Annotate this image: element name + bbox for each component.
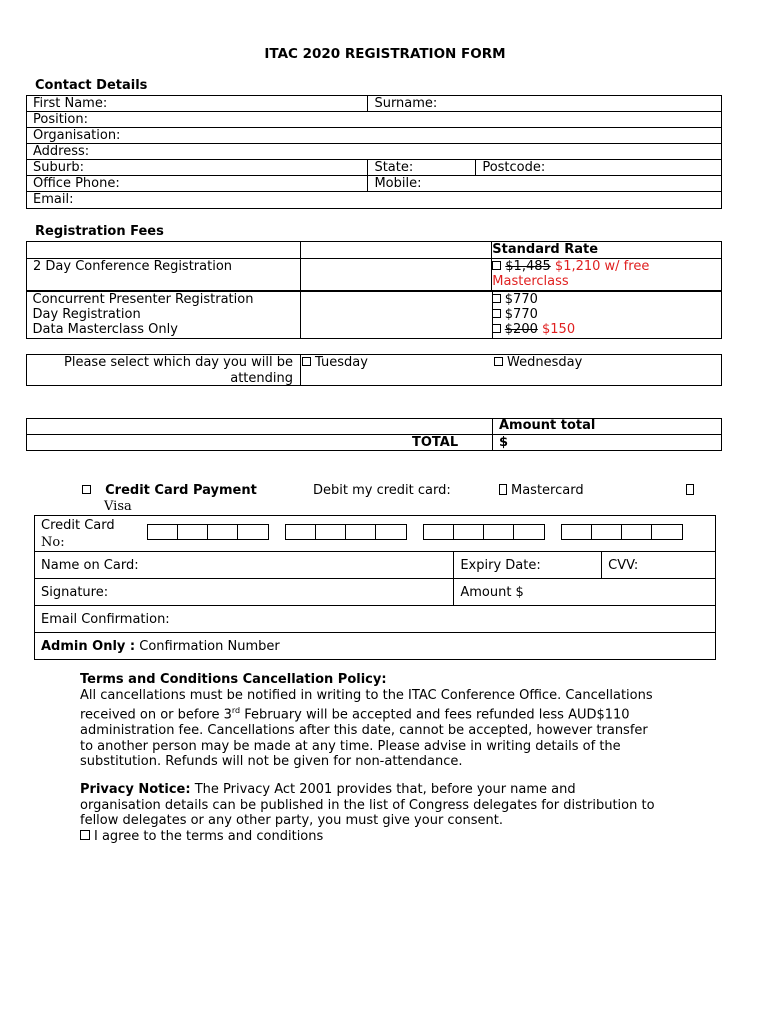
fee-label-masterclass: Data Masterclass Only	[32, 321, 178, 337]
contact-details-heading: Contact Details	[35, 78, 148, 93]
terms-heading: Terms and Conditions Cancellation Policy:	[80, 672, 387, 687]
terms-line: substitution. Refunds will not be given for non-attendance.	[80, 754, 463, 770]
privacy-line: fellow delegates or any other party, you must give your consent.	[80, 813, 503, 829]
card-digit-group	[561, 524, 683, 540]
day-option-label: Tuesday	[315, 355, 368, 370]
old-price: $1,485	[505, 259, 551, 274]
privacy-text: The Privacy Act 2001 provides that, before your name and	[190, 782, 576, 797]
address-field[interactable]: Address:	[27, 144, 722, 160]
registration-fees-heading: Registration Fees	[35, 224, 164, 239]
visa-label: Visa	[104, 499, 132, 514]
form-title: ITAC 2020 REGISTRATION FORM	[264, 46, 506, 62]
terms-text: received on or before 3	[80, 707, 232, 723]
card-number-label: Credit Card	[41, 518, 115, 533]
day-option-tuesday[interactable]	[302, 355, 368, 370]
terms-section	[80, 672, 720, 770]
checkbox-icon[interactable]	[492, 261, 501, 270]
checkbox-icon[interactable]	[492, 294, 501, 303]
fee-option-day[interactable]	[492, 307, 722, 322]
agree-terms-option[interactable]	[80, 829, 720, 845]
mobile-field[interactable]: Mobile:	[368, 176, 722, 192]
organisation-field[interactable]: Organisation:	[27, 128, 722, 144]
privacy-section	[80, 782, 720, 844]
fee-option-2-day[interactable]	[492, 259, 722, 291]
registration-fees-table	[26, 241, 722, 337]
terms-text: February will be accepted and fees refunded less AUD$110	[240, 707, 630, 723]
day-select-label	[27, 355, 293, 386]
signature-field[interactable]: Signature:	[35, 579, 454, 606]
fee-option-masterclass[interactable]	[492, 322, 722, 337]
agree-terms-label: I agree to the terms and conditions	[94, 828, 324, 844]
checkbox-icon[interactable]	[82, 485, 91, 494]
state-field[interactable]: State:	[368, 160, 476, 176]
day-select-label-line2: attending	[230, 370, 293, 386]
mastercard-label: Mastercard	[511, 483, 584, 498]
card-digit-group	[147, 524, 269, 540]
first-name-field[interactable]: First Name:	[27, 96, 368, 112]
card-number-input[interactable]	[147, 524, 683, 540]
price: $770	[504, 306, 538, 322]
checkbox-icon[interactable]	[80, 830, 90, 840]
mastercard-option[interactable]	[499, 483, 584, 498]
credit-card-payment-option[interactable]	[82, 483, 257, 498]
card-digit-group	[285, 524, 407, 540]
checkbox-icon[interactable]	[494, 357, 503, 366]
admin-only-label: Admin Only :	[41, 638, 136, 654]
checkbox-icon[interactable]	[302, 357, 311, 366]
position-field[interactable]: Position:	[27, 112, 722, 128]
privacy-heading: Privacy Notice:	[80, 782, 191, 797]
amount-total-label: Amount total	[499, 418, 596, 433]
terms-line	[80, 703, 720, 723]
new-price-cont: Masterclass	[492, 274, 569, 289]
checkbox-icon[interactable]	[686, 484, 694, 495]
total-amount-field[interactable]: $	[499, 435, 509, 450]
name-on-card-field[interactable]: Name on Card:	[35, 552, 454, 579]
new-price: $150	[542, 321, 576, 337]
terms-line: All cancellations must be notified in writing to the ITAC Conference Office. Cancellations	[80, 687, 653, 703]
day-option-wednesday[interactable]	[494, 355, 582, 370]
contact-details-table	[26, 95, 722, 209]
debit-label: Debit my credit card:	[313, 483, 451, 498]
office-phone-field[interactable]: Office Phone:	[27, 176, 368, 192]
card-number-label-no: No:	[41, 535, 65, 550]
suburb-field[interactable]: Suburb:	[27, 160, 368, 176]
fee-label-2-day: 2 Day Conference Registration	[27, 259, 301, 291]
email-field[interactable]: Email:	[27, 192, 722, 209]
credit-card-table	[34, 515, 716, 660]
price: $770	[504, 291, 538, 307]
credit-card-payment-label: Credit Card Payment	[105, 483, 257, 498]
new-price: $1,210 w/ free	[554, 259, 650, 274]
checkbox-icon[interactable]	[492, 309, 501, 318]
checkbox-icon[interactable]	[492, 324, 501, 333]
cvv-field[interactable]: CVV:	[602, 552, 716, 579]
surname-field[interactable]: Surname:	[368, 96, 722, 112]
day-select-label-line1: Please select which day you will be	[64, 355, 293, 370]
admin-only-row	[35, 633, 716, 660]
postcode-field[interactable]: Postcode:	[476, 160, 722, 176]
card-digit-group	[423, 524, 545, 540]
privacy-line: organisation details can be published in the list of Congress delegates for distribution to	[80, 797, 655, 813]
checkbox-icon[interactable]	[499, 484, 507, 495]
confirmation-number-label: Confirmation Number	[139, 638, 280, 654]
visa-option[interactable]	[686, 484, 698, 499]
fee-option-presenter[interactable]	[492, 291, 722, 307]
expiry-date-field[interactable]: Expiry Date:	[454, 552, 602, 579]
standard-rate-header: Standard Rate	[492, 242, 722, 259]
fee-label-day: Day Registration	[32, 306, 141, 322]
terms-line: to another person may be made at any time. Please advise in writing details of the	[80, 738, 621, 754]
email-confirmation-field[interactable]: Email Confirmation:	[35, 606, 716, 633]
day-option-label: Wednesday	[507, 355, 583, 370]
terms-line: administration fee. Cancellations after this date, cannot be accepted, however transfer	[80, 723, 648, 739]
amount-field[interactable]: Amount $	[454, 579, 716, 606]
fee-label-presenter: Concurrent Presenter Registration	[27, 291, 301, 307]
old-price: $200	[504, 321, 538, 337]
terms-sup: rd	[231, 706, 241, 716]
total-label: TOTAL	[412, 435, 459, 450]
